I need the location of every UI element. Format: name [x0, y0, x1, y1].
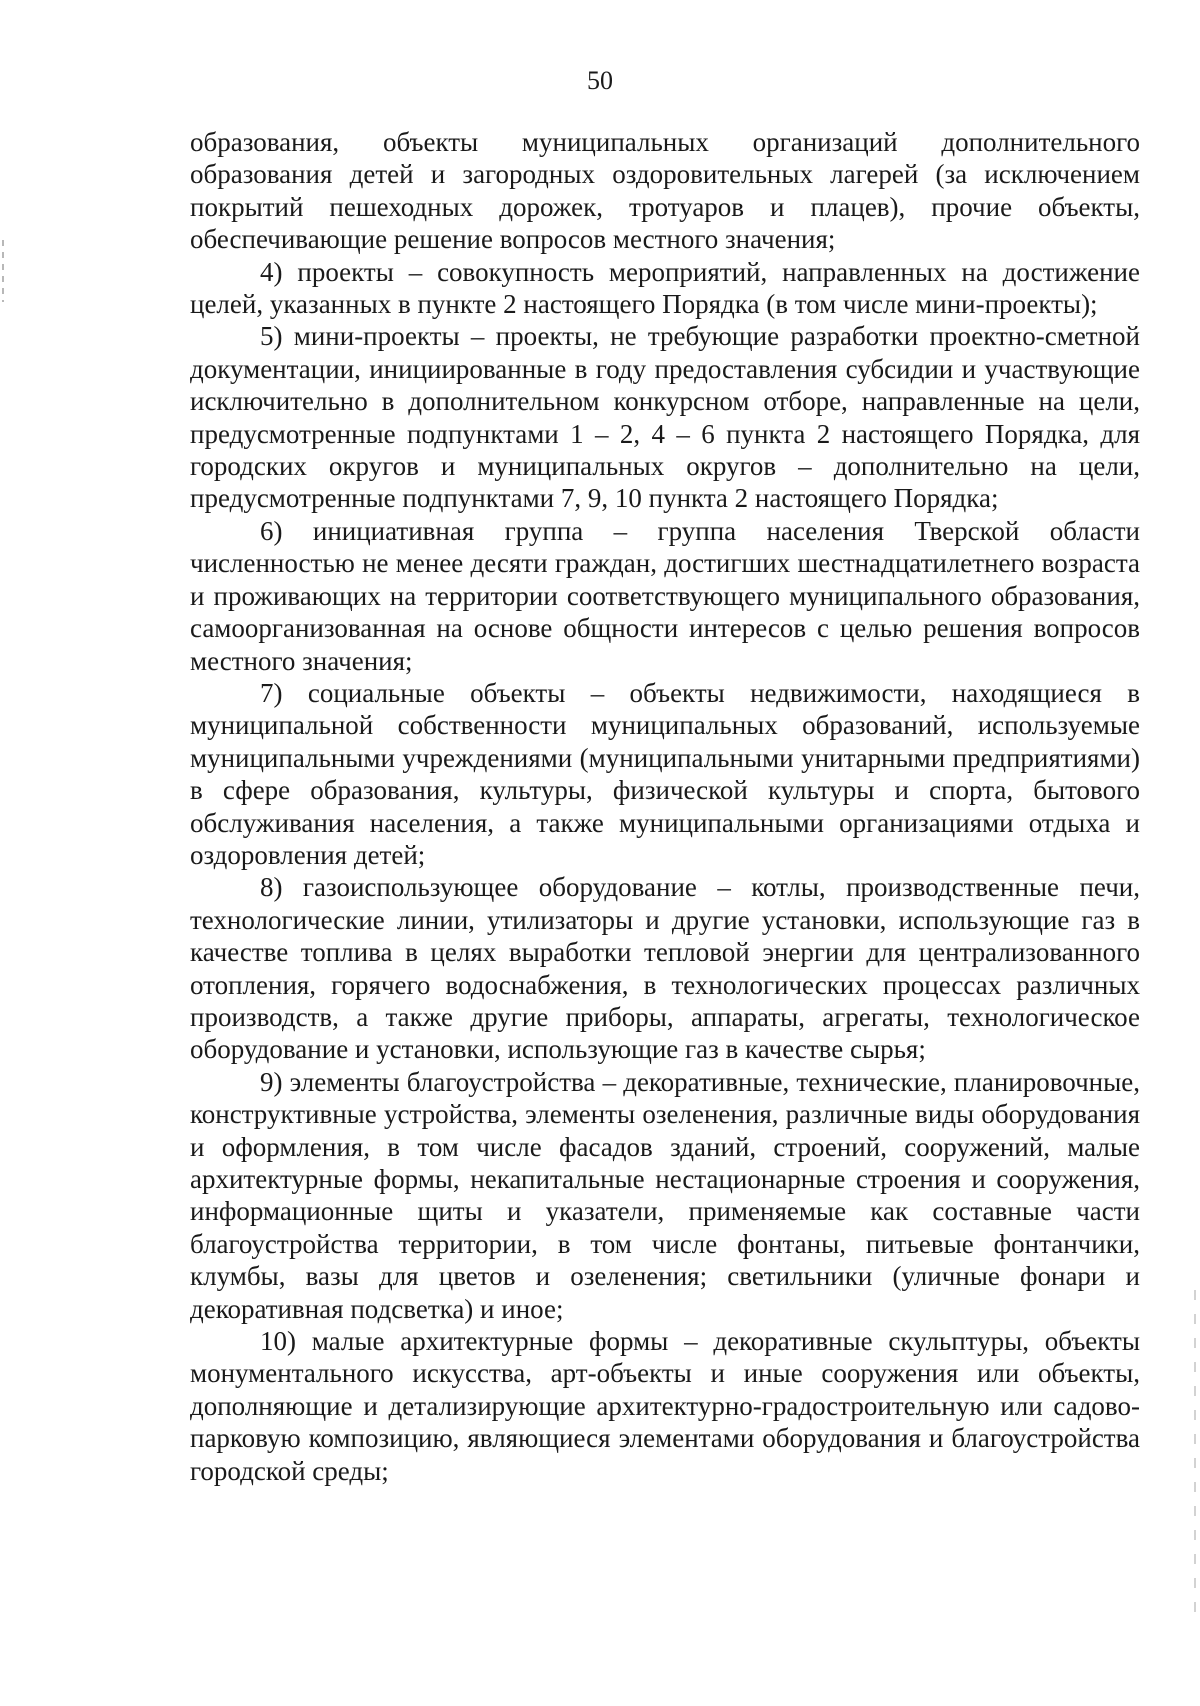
- scan-artifact-left: [2, 240, 4, 302]
- paragraph-item-10: 10) малые архитектурные формы – декоративные скульптуры, объекты монументального искусства, арт-объекты и иные сооружения или объекты, дополняющие и детализирующие архитектурно-градостроительную или садово-парковую композицию, являющиеся элементами оборудования и благоустройства городской среды;: [190, 1326, 1140, 1486]
- scan-artifact-right: [1194, 1290, 1196, 1620]
- paragraph-item-8: 8) газоиспользующее оборудование – котлы, производственные печи, технологические линии, утилизаторы и другие установки, использующие газ в качестве топлива в целях выработки тепловой энергии для централизованного отопления, горячего водоснабжения, в технологических процессах различных производств, а также другие приборы, аппараты, агрегаты, технологическое оборудование и установки, использующие газ в качестве сырья;: [190, 872, 1140, 1065]
- paragraph-item-9: 9) элементы благоустройства – декоративные, технические, планировочные, конструктивные устройства, элементы озеленения, различные виды оборудования и оформления, в том числе фасадов зданий, строений, сооружений, малые архитектурные формы, некапитальные нестационарные строения и сооружения, информационные щиты и указатели, применяемые как составные части благоустройства территории, в том числе фонтаны, питьевые фонтанчики, клумбы, вазы для цветов и озеленения; светильники (уличные фонари и декоративная подсветка) и иное;: [190, 1066, 1140, 1324]
- document-body: [190, 126, 1140, 1487]
- paragraph-item-4: 4) проекты – совокупность мероприятий, направленных на достижение целей, указанных в пункте 2 настоящего Порядка (в том числе мини-проекты);: [190, 256, 1140, 320]
- page-number: 50: [587, 66, 613, 95]
- paragraph-continuation: образования, объекты муниципальных организаций дополнительного образования детей и загородных оздоровительных лагерей (за исключением покрытий пешеходных дорожек, тротуаров и плацев), прочие объекты, обеспечивающие решение вопросов местного значения;: [190, 127, 1140, 255]
- paragraph-item-6: 6) инициативная группа – группа населения Тверской области численностью не менее десяти граждан, достигших шестнадцатилетнего возраста и проживающих на территории соответствующего муниципального образования, самоорганизованная на основе общности интересов с целью решения вопросов местного значения;: [190, 515, 1140, 676]
- paragraph-item-5: 5) мини-проекты – проекты, не требующие разработки проектно-сметной документации, инициированные в году предоставления субсидии и участвующие исключительно в дополнительном конкурсном отборе, направленные на цели, предусмотренные подпунктами 1 – 2, 4 – 6 пункта 2 настоящего Порядка, для городских округов и муниципальных округов – дополнительно на цели, предусмотренные подпунктами 7, 9, 10 пункта 2 настоящего Порядка;: [190, 321, 1140, 514]
- paragraph-item-7: 7) социальные объекты – объекты недвижимости, находящиеся в муниципальной собственности муниципальных образований, используемые муниципальными учреждениями (муниципальными унитарными предприятиями) в сфере образования, культуры, физической культуры и спорта, бытового обслуживания населения, а также муниципальными организациями отдыха и оздоровления детей;: [190, 677, 1140, 870]
